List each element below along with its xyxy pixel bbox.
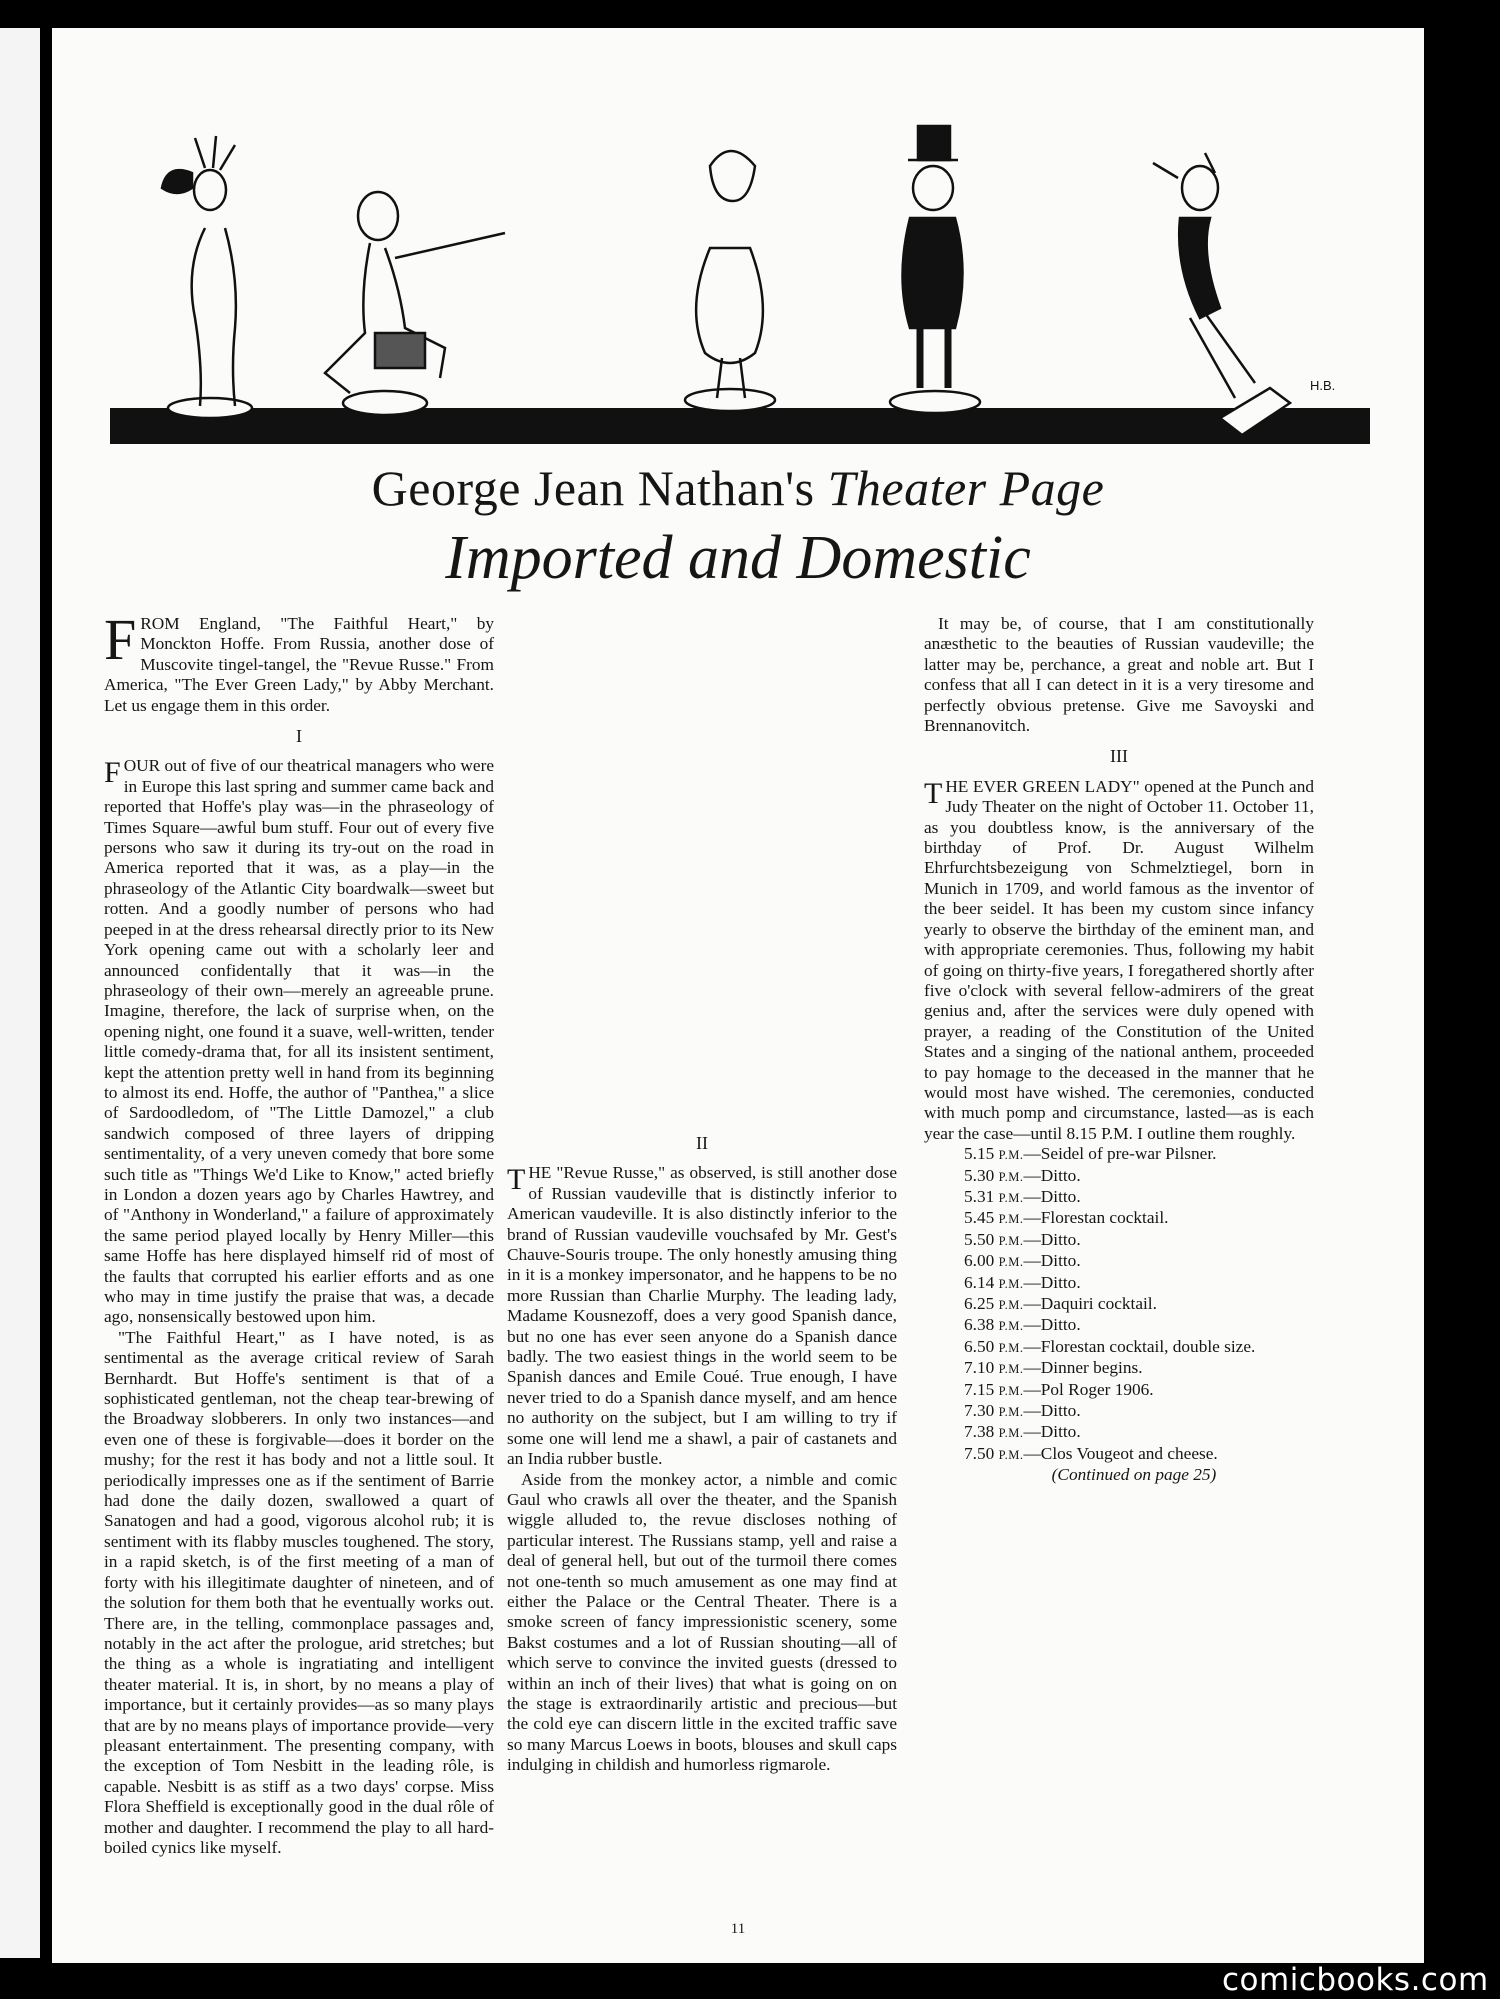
schedule-time: 5.45 xyxy=(964,1208,995,1228)
section-initial: T xyxy=(924,776,943,810)
schedule-time: 7.50 xyxy=(964,1443,995,1463)
schedule-time: 6.14 xyxy=(964,1272,995,1292)
schedule-item xyxy=(964,1358,1314,1379)
intro-paragraph xyxy=(104,607,494,716)
schedule-time: 5.15 xyxy=(964,1144,995,1164)
figure-4-top-hat-man xyxy=(890,126,980,413)
schedule-pm: P.M. xyxy=(998,1233,1024,1248)
schedule-item xyxy=(964,1444,1314,1465)
schedule-entry: —Ditto. xyxy=(1023,1186,1081,1206)
schedule-time: 5.31 xyxy=(964,1186,995,1206)
schedule-item xyxy=(964,1294,1314,1315)
schedule-time: 5.30 xyxy=(964,1165,995,1185)
drop-cap: F xyxy=(104,607,137,672)
schedule-entry: —Ditto. xyxy=(1023,1251,1081,1271)
schedule-time: 7.38 xyxy=(964,1422,995,1442)
figure-5-tilted-man xyxy=(1153,153,1290,435)
section-1-text-1: OUR out of five of our theatrical managers who were in Europe this last spring and summer came back and reported that Hoffe's play was—in the phraseology of Times Square—awful bum stuff. Four out of every five persons who saw it during its try-out on the road in America reported that it was, as a play—in the phraseology of the Atlantic City boardwalk—sweet but rotten. And a goodly number of persons who had peeped in at the dress rehearsal directly prior to its New York opening came out with a scholarly leer and announced confidentally that it was—in the phraseology of their own—merely an agreeable prune. Imagine, therefore, the lack of surprise when, on the opening night, one found it a suave, well-written, tender little comedy-drama that, for all its insistent sentiment, kept the attention pretty well in hand from its beginning to almost its end. Hoffe, the author of "Panthea," a slice of Sardoodledom, of "The Little Damozel," a club sandwich composed of three layers of dripping sentimentality, of a very uneven comedy that bore some such title as "Things We'd Like to Know," acted briefly in London a dozen years ago by Charles Hawtrey, and of "Anthony in Wonderland," a failure of approximately the same period played locally by Henry Miller—this same Hoffe has here displayed himself rid of most of the faults that corrupted his earlier efforts and as one who may in time justify the praise that was, a decade ago, nonsensically bestowed upon him. xyxy=(104,756,494,1327)
section-initial: T xyxy=(507,1163,526,1197)
schedule-pm: P.M. xyxy=(998,1362,1024,1377)
figure-3-woman-dress xyxy=(685,151,775,411)
section-2-text-1: HE "Revue Russe," as observed, is still another dose of Russian vaudeville that is distinctly inferior to American vaudeville. It is also distinctly inferior to the brand of Russian vaudeville vouchsafed by Mr. Gest's Chauve-Souris troupe. The only honestly amusing thing in it is a monkey impersonator, and he happens to be no more Russian than Charlie Murphy. The leading lady, Madame Kousnezoff, does a very good Spanish dance, but no one has ever seen anyone do a Spanish dance badly. The two easiest things in the world seem to be Spanish dances and Emile Coué. True enough, I have never tried to do a Spanish dance myself, and am hence no authority on the subject, but I am willing to try if some one will lend me a shawl, a pair of castanets and an India rubber bustle. xyxy=(507,1163,897,1469)
schedule-time: 7.30 xyxy=(964,1401,995,1421)
section-heading-2: II xyxy=(696,1133,708,1153)
schedule-entry: —Ditto. xyxy=(1023,1422,1081,1442)
schedule-entry: —Ditto. xyxy=(1023,1315,1081,1335)
section-heading-1: I xyxy=(296,726,302,747)
site-watermark: comicbooks.com xyxy=(1222,1962,1489,1998)
schedule-entry: —Clos Vougeot and cheese. xyxy=(1023,1443,1218,1463)
title-plain: George Jean Nathan's xyxy=(371,460,815,516)
schedule-time: 5.50 xyxy=(964,1229,995,1249)
schedule-time: 6.38 xyxy=(964,1315,995,1335)
schedule-item xyxy=(964,1166,1314,1187)
schedule-pm: P.M. xyxy=(998,1383,1024,1398)
schedule-pm: P.M. xyxy=(998,1340,1024,1355)
intro-text: ROM England, "The Faithful Heart," by Monckton Hoffe. From Russia, another dose of Muscovite tingel-tangel, the "Revue Russe." From America, "The Ever Green Lady," by Abby Merchant. Let us engage them in this order. xyxy=(104,614,494,715)
figure-2-kneeling-man xyxy=(325,192,505,415)
schedule-entry: —Florestan cocktail. xyxy=(1023,1208,1169,1228)
schedule-entry: —Seidel of pre-war Pilsner. xyxy=(1023,1144,1217,1164)
schedule-pm: P.M. xyxy=(998,1319,1024,1334)
schedule-entry: —Ditto. xyxy=(1023,1401,1081,1421)
section-3-text-1: HE EVER GREEN LADY" opened at the Punch and Judy Theater on the night of October 11. October 11, as you doubtless know, is the anniversary of the birthday of Prof. Dr. August Wilhelm Ehrfurchtsbezeigung von Schmelztiegel, born in Munich in 1709, and world famous as the inventor of the beer seidel. It has been my custom since infancy yearly to observe the birthday of the eminent man, and with appropriate ceremonies. Thus, following my habit of going on thirty-five years, I foregathered shortly after five o'clock with several fellow-admirers of the great genius and, after the services were duly opened with prayer, a reading of the Constitution of the United States and a singing of the national anthem, proceeded to pay homage to the deceased in the manner that he would most have wished. The ceremonies, conducted with much pomp and circumstance, lasted—as is each year the case—until 8.15 P.M. I outline them roughly. xyxy=(924,776,1314,1143)
schedule-item xyxy=(964,1380,1314,1401)
schedule-item xyxy=(964,1144,1314,1165)
schedule-pm: P.M. xyxy=(998,1212,1024,1227)
schedule-entry: —Daquiri cocktail. xyxy=(1023,1294,1157,1313)
schedule-item xyxy=(964,1315,1314,1336)
artist-initials: H.B. xyxy=(1310,378,1336,393)
adjacent-page-edge xyxy=(0,28,40,1958)
schedule-entry: —Ditto. xyxy=(1023,1229,1081,1249)
schedule-time: 7.10 xyxy=(964,1358,995,1378)
title-italic: Theater Page xyxy=(827,460,1105,516)
schedule-time: 6.50 xyxy=(964,1336,995,1356)
schedule-entry: —Ditto. xyxy=(1023,1272,1081,1292)
section-initial: F xyxy=(104,756,121,790)
schedule-pm: P.M. xyxy=(998,1276,1024,1291)
page-title-line-2: Imported and Domestic xyxy=(445,524,1031,592)
caricature-illustration xyxy=(110,118,1370,448)
schedule-item xyxy=(964,1230,1314,1251)
schedule-pm: P.M. xyxy=(998,1298,1024,1312)
schedule-time: 6.25 xyxy=(964,1294,995,1313)
section-3-paragraph-1 xyxy=(924,777,1314,1144)
schedule-item xyxy=(964,1422,1314,1443)
magazine-page xyxy=(52,28,1424,1963)
schedule-pm: P.M. xyxy=(998,1405,1024,1420)
schedule-item xyxy=(964,1401,1314,1422)
text-column-2 xyxy=(507,1123,897,1776)
schedule-entry: —Pol Roger 1906. xyxy=(1023,1379,1154,1399)
text-column-3 xyxy=(924,614,1314,1486)
section-2-paragraph-3: It may be, of course, that I am constitutionally anæsthetic to the beauties of Russian vaudeville; the latter may be, perchance, a great and noble art. But I confess that all I can detect in it is a very tiresome and perfectly obvious pretense. Give me Savoyski and Brennanovitch. xyxy=(924,614,1314,736)
schedule-item xyxy=(964,1273,1314,1294)
section-2-paragraph-1 xyxy=(507,1163,897,1469)
section-2-paragraph-2: Aside from the monkey actor, a nimble and comic Gaul who crawls all over the theater, and the Spanish wiggle alluded to, the revue discloses nothing of particular interest. The Russians stamp, yell and raise a deal of general hell, but out of the turmoil there comes not one-tenth so much amusement as one may find at either the Palace or the Central Theater. There is a smoke screen of fancy impressionistic scenery, some Bakst costumes and a lot of Russian shouting—all of which serve to convince the invited guests (dressed to within an inch of their lives) that what is going on on the stage is extraordinarily artistic and precious—but the cold eye can discern little in the excited traffic save so many Marcus Loews in boots, blouses and skull caps indulging in childish and humorless rigmarole. xyxy=(507,1469,897,1775)
text-column-1 xyxy=(104,607,494,1858)
schedule-item xyxy=(964,1208,1314,1229)
schedule-entry: —Ditto. xyxy=(1023,1165,1081,1185)
page-title-line-1 xyxy=(52,458,1424,518)
schedule-entry: —Dinner begins. xyxy=(1023,1358,1143,1378)
figure-1-woman-feathers xyxy=(162,136,252,418)
schedule-time: 7.15 xyxy=(964,1379,995,1399)
illustration-baseline-band xyxy=(110,408,1370,444)
schedule-pm: P.M. xyxy=(998,1447,1024,1462)
schedule-item xyxy=(964,1187,1314,1208)
schedule-pm: P.M. xyxy=(998,1190,1024,1205)
page-number: 11 xyxy=(730,1921,746,1937)
schedule-entry: —Florestan cocktail, double size. xyxy=(1023,1336,1256,1356)
continued-note: (Continued on page 25) xyxy=(1051,1465,1217,1485)
schedule-pm: P.M. xyxy=(998,1255,1024,1270)
schedule-item xyxy=(964,1337,1314,1358)
schedule-item xyxy=(964,1251,1314,1272)
section-1-paragraph-2: "The Faithful Heart," as I have noted, is as sentimental as the average critical review of Sarah Bernhardt. But Hoffe's sentiment is that of a sophisticated gentleman, not the cheap tear-brewing of the Broadway slobberers. In only two instances—and even one of these is forgivable—does it border on the mushy; for the rest it has body and not a little soul. It periodically impresses one as if the sentiment of Barrie had done the daily dozen, swallowed a quart of Sanatogen and had a good, vigorous alcohol rub; it is sentiment with its flabby muscles toughened. The story, in a rapid sketch, is of the first meeting of a man of forty with his illegitimate daughter of nineteen, and of the solution for them both that he eventually works out. There are, in the telling, commonplace passages and, notably in the act after the prologue, arid stretches; but the thing as a whole is ingratiating and intelligent theater material. It is, in short, by no means a play of importance, but it certainly provides—as so many plays that are by no means plays of importance provide—very pleasant entertainment. The presenting company, with the exception of Tom Nesbitt in the leading rôle, is capable. Nesbitt is as stiff as a two days' corpse. Miss Flora Sheffield is exceptionally good in the dual rôle of mother and daughter. I recommend the play to all hard-boiled cynics like myself. xyxy=(104,1327,494,1857)
schedule-pm: P.M. xyxy=(998,1148,1024,1163)
schedule-pm: P.M. xyxy=(998,1169,1024,1184)
section-heading-3: III xyxy=(1110,746,1128,767)
schedule-time: 6.00 xyxy=(964,1251,995,1271)
section-1-paragraph-1 xyxy=(104,756,494,1327)
schedule-list xyxy=(924,1144,1314,1465)
schedule-pm: P.M. xyxy=(998,1426,1024,1441)
